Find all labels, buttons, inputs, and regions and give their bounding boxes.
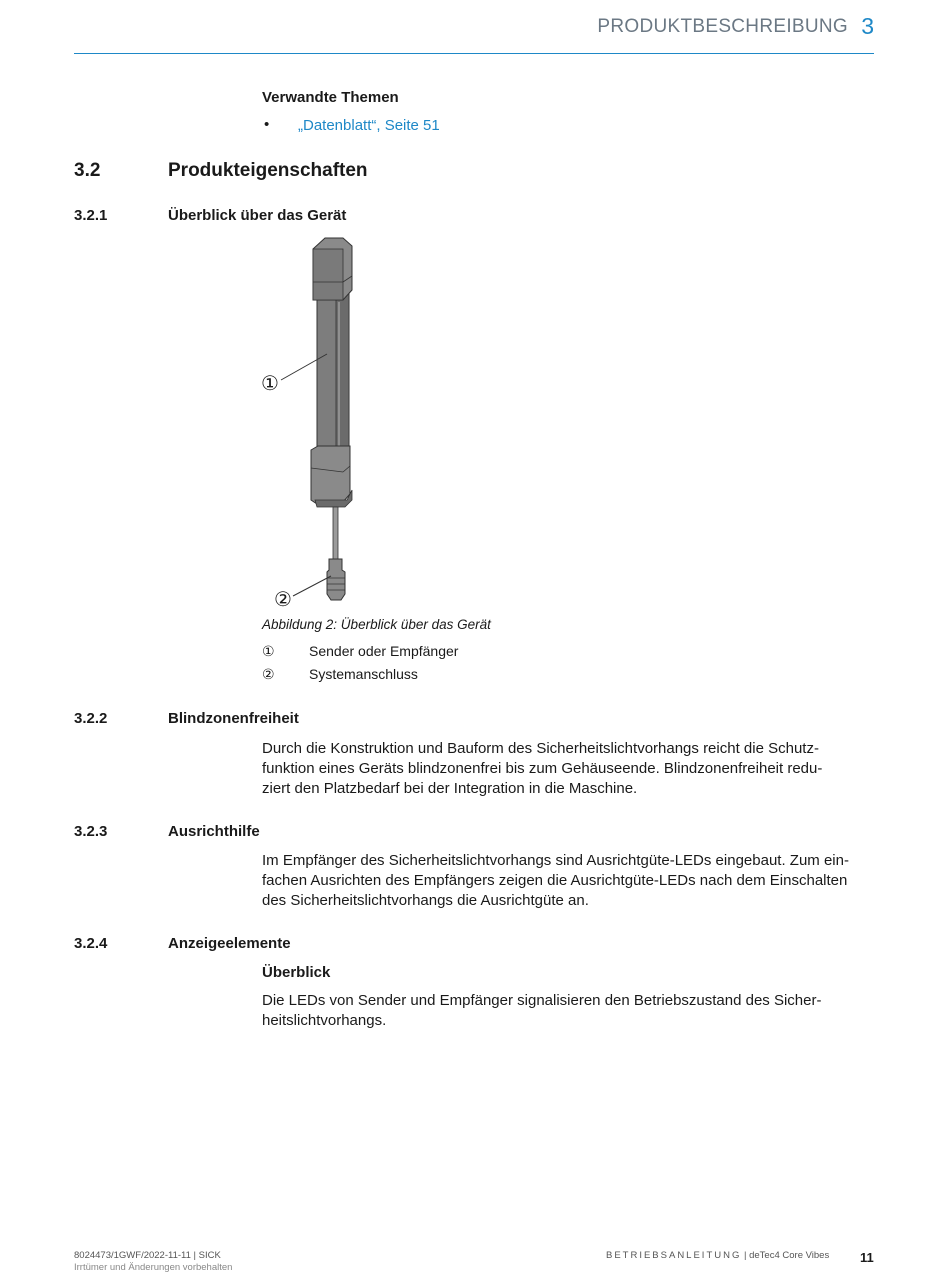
footer-doc-id: 8024473/1GWF/2022-11-11 | SICK <box>74 1250 221 1261</box>
subsection-title-3-2-1: Überblick über das Gerät <box>168 207 347 224</box>
paragraph-line: Die LEDs von Sender und Empfänger signalisieren den Betriebszustand des Sicher- <box>262 992 822 1009</box>
paragraph-line: ziert den Platzbedarf bei der Integration in die Maschine. <box>262 780 638 797</box>
callout-1: ① <box>261 371 279 395</box>
footer-separator: | <box>741 1250 750 1261</box>
ausrichthilfe-paragraph <box>262 851 877 911</box>
legend-text-1: Sender oder Empfänger <box>309 643 459 659</box>
bullet: • <box>264 116 270 133</box>
legend-symbol-2: ② <box>262 666 275 682</box>
paragraph-line: Im Empfänger des Sicherheitslichtvorhangs sind Ausrichtgüte-LEDs eingebaut. Zum ein- <box>262 852 849 869</box>
paragraph-line: fachen Ausrichten des Empfängers zeigen die Ausrichtgüte-LEDs nach dem Einschalten <box>262 872 848 889</box>
subsection-number-3-2-2: 3.2.2 <box>74 710 108 727</box>
figure-caption: Abbildung 2: Überblick über das Gerät <box>262 617 491 632</box>
footer-disclaimer: Irrtümer und Änderungen vorbehalten <box>74 1262 233 1273</box>
legend-symbol-1: ① <box>262 643 275 659</box>
datasheet-link[interactable]: „Datenblatt“, Seite 51 <box>298 117 440 134</box>
callout-2: ② <box>274 587 292 611</box>
paragraph-line: heitslichtvorhangs. <box>262 1012 387 1029</box>
page-number: 11 <box>860 1250 874 1265</box>
anzeige-paragraph <box>262 991 877 1031</box>
legend-text-2: Systemanschluss <box>309 666 418 682</box>
blindzone-paragraph <box>262 739 877 799</box>
header-rule <box>74 53 874 54</box>
paragraph-line: des Sicherheitslichtvorhangs die Ausrichtgüte an. <box>262 892 589 909</box>
paragraph-line: Durch die Konstruktion und Bauform des Sicherheitslichtvorhangs reicht die Schutz- <box>262 740 819 757</box>
overview-subtitle: Überblick <box>262 964 331 981</box>
chapter-title: PRODUKTBESCHREIBUNG <box>597 16 848 37</box>
device-figure <box>255 232 375 612</box>
footer-product: deTec4 Core Vibes <box>749 1250 830 1261</box>
subsection-title-3-2-2: Blindzonenfreiheit <box>168 710 299 727</box>
subsection-title-3-2-4: Anzeigeelemente <box>168 935 291 952</box>
section-title: Produkteigenschaften <box>168 160 368 181</box>
subsection-number-3-2-3: 3.2.3 <box>74 823 108 840</box>
subsection-number-3-2-4: 3.2.4 <box>74 935 108 952</box>
paragraph-line: funktion eines Geräts blindzonenfrei bis zum Gehäuseende. Blindzonenfreiheit redu- <box>262 760 823 777</box>
footer-doc-type <box>606 1250 829 1261</box>
subsection-title-3-2-3: Ausrichthilfe <box>168 823 260 840</box>
subsection-number-3-2-1: 3.2.1 <box>74 207 108 224</box>
footer-doc-type-label: BETRIEBSANLEITUNG <box>606 1250 742 1261</box>
section-number: 3.2 <box>74 160 101 181</box>
related-topics-title: Verwandte Themen <box>262 89 399 106</box>
chapter-number: 3 <box>861 13 874 39</box>
